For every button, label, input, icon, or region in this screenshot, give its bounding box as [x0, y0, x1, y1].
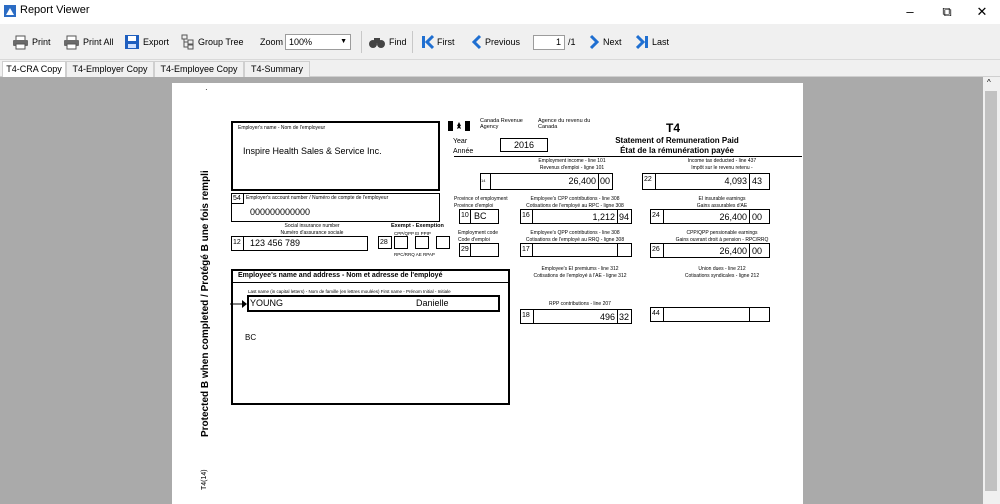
toolbar-separator	[361, 31, 362, 53]
print-label: Print	[32, 37, 51, 47]
box22-value: 4,093	[724, 176, 747, 186]
year-label-fr: Année	[453, 148, 474, 155]
cents-divider	[598, 173, 599, 190]
box20-label-en: RPP contributions - line 207	[549, 301, 611, 307]
minimize-button[interactable]: –	[906, 4, 914, 19]
binoculars-icon	[368, 35, 386, 49]
page-number-input[interactable]: 1	[533, 35, 565, 50]
form-title-fr: État de la rémunération payée	[620, 146, 734, 155]
box26-value: 26,400	[719, 246, 747, 256]
name-columns-label: Last name (in capital letters) - Nom de famille (en lettres moulées) First name - Prénom Initial - Initiale	[248, 289, 451, 294]
box22-cents: 43	[752, 176, 763, 186]
printer-icon	[63, 35, 80, 50]
employee-last-name: YOUNG	[250, 298, 284, 308]
close-button[interactable]: ✕	[976, 4, 988, 19]
canada-flag-icon	[448, 121, 470, 131]
print-button[interactable]	[12, 33, 51, 51]
box26-number-text: 26	[652, 246, 660, 253]
box44	[650, 307, 770, 322]
sin-label-en: Social insurance number	[284, 223, 340, 229]
previous-page-button[interactable]	[471, 33, 520, 51]
box24-number-text: 24	[652, 212, 660, 219]
box14-label-fr: Revenus d'emploi - ligne 101	[539, 165, 605, 171]
tab-t4-cra-copy[interactable]: T4-CRA Copy	[2, 61, 66, 78]
box14-label-en: Employment income - line 101	[538, 158, 606, 164]
export-label: Export	[143, 37, 170, 47]
header-rule	[454, 156, 802, 157]
box26-label-en: CPP/QPP pensionable earnings	[686, 230, 758, 236]
box17-number-text: 17	[522, 246, 530, 253]
scrollbar-thumb[interactable]	[985, 91, 997, 491]
find-label: Find	[389, 37, 407, 47]
toolbar-separator	[412, 31, 413, 53]
exempt-ppip-checkbox[interactable]	[436, 236, 450, 249]
box22-label-fr: Impôt sur le revenu retenu -	[691, 165, 753, 171]
province-label-en: Province of employment	[454, 196, 508, 202]
cents-divider	[617, 209, 618, 224]
restore-button[interactable]: ⧉	[942, 4, 952, 19]
box18-number-text: 18	[522, 312, 530, 319]
previous-label: Previous	[485, 37, 521, 47]
year-value: 2016	[513, 140, 535, 150]
cents-divider	[617, 243, 618, 257]
dropdown-arrow-icon: ▼	[340, 38, 347, 45]
app-icon	[4, 5, 16, 17]
box14-cents: 00	[600, 176, 611, 186]
cents-divider	[749, 173, 750, 190]
box16-label-en: Employee's CPP contributions - line 308	[530, 196, 620, 202]
box54-number-text: 54	[233, 195, 241, 202]
tab-t4-summary[interactable]: T4-Summary	[244, 61, 310, 77]
vertical-scrollbar[interactable]	[983, 77, 1000, 504]
window-title: Report Viewer	[20, 4, 90, 16]
box16-number-text: 16	[522, 212, 530, 219]
box18-label-fr: Cotisations de l'employé à l'AE - ligne 312	[533, 273, 627, 279]
title-bar	[0, 0, 1000, 24]
employer-name-value: Inspire Health Sales & Service Inc.	[243, 146, 382, 156]
box24-value: 26,400	[719, 212, 747, 222]
last-page-button[interactable]	[636, 33, 669, 51]
box14-number-text: 14	[481, 178, 486, 183]
box24-label-fr: Gains assurables d'AE	[696, 203, 748, 209]
tab-t4-employee-copy[interactable]: T4-Employee Copy	[154, 61, 244, 77]
box18-cents: 32	[619, 312, 630, 322]
box24-cents: 00	[752, 212, 763, 222]
first-page-icon	[421, 34, 434, 50]
protected-b-side-text: Protected B when completed / Protégé B une fois rempli	[200, 170, 211, 437]
employee-province: BC	[245, 333, 257, 342]
box17-label-en: Employee's QPP contributions - line 308	[530, 230, 620, 236]
tree-icon	[181, 34, 195, 50]
box14-value: 26,400	[568, 176, 596, 186]
report-tabs	[0, 60, 1000, 77]
box10-number-text: 10	[461, 212, 469, 219]
employer-name-label: Employer's name - Nom de l'employeur	[238, 125, 326, 131]
employee-first-name: Danielle	[416, 298, 449, 308]
employment-code-label-en: Employment code	[458, 230, 499, 236]
form-code-t4: T4	[666, 121, 681, 135]
save-disk-icon	[124, 34, 140, 50]
box26-cents: 00	[752, 246, 763, 256]
print-all-label: Print All	[83, 37, 114, 47]
export-button[interactable]	[124, 33, 169, 51]
first-label: First	[437, 37, 455, 47]
box22-number-text: 22	[644, 176, 652, 183]
printer-icon	[12, 35, 29, 50]
box22-label-en: Income tax deducted - line 437	[687, 158, 757, 164]
province-value: BC	[474, 211, 487, 221]
print-all-button[interactable]	[63, 33, 114, 51]
group-tree-button[interactable]	[181, 33, 244, 51]
employee-name-box	[247, 295, 500, 312]
box16-cents: 94	[619, 212, 630, 222]
report-page	[172, 83, 803, 504]
exempt-label: Exempt - Exemption	[391, 223, 444, 229]
t4-form-number: T4(14)	[201, 469, 208, 490]
box12-number-text: 12	[233, 239, 241, 246]
box17-label-fr: Cotisations de l'employé au RRQ - ligne 308	[525, 237, 625, 243]
chevron-left-icon	[471, 34, 482, 50]
box29-number-text: 29	[461, 246, 469, 253]
form-title-en: Statement of Remuneration Paid	[615, 136, 739, 145]
toolbar	[0, 24, 1000, 60]
box44-label-en: Union dues - line 212	[698, 266, 746, 272]
sin-label-fr: Numéro d'assurance sociale	[280, 230, 344, 236]
box44-label-fr: Cotisations syndicales - ligne 212	[684, 273, 760, 279]
exempt-columns: CPP/QPP EI PPIP	[394, 231, 431, 236]
box54-label: Employer's account number / Numéro de compte de l'employeur	[246, 195, 389, 201]
cents-divider	[749, 243, 750, 258]
cents-divider	[617, 309, 618, 324]
employment-code-label-fr: Code d'emploi	[458, 237, 490, 243]
first-page-button[interactable]	[421, 33, 455, 51]
cra-french-name: Agence du revenu du Canada	[538, 118, 591, 130]
address-rule	[231, 282, 510, 283]
chevron-right-icon	[589, 34, 600, 50]
province-label-fr: Province d'emploi	[454, 203, 494, 209]
zoom-label: Zoom	[260, 37, 284, 47]
box44-number-text: 44	[652, 310, 660, 317]
box26-label-fr: Gains ouvrant droit à pension - RPC/RRQ	[675, 237, 769, 243]
box18-label-en: Employee's EI premiums - line 312	[541, 266, 619, 272]
sin-value: 123 456 789	[250, 238, 301, 248]
tab-t4-employer-copy[interactable]: T4-Employer Copy	[66, 61, 154, 77]
scroll-up-icon[interactable]: ^	[987, 78, 991, 87]
year-label-en: Year	[453, 138, 468, 145]
box54-value: 000000000000	[250, 207, 311, 217]
zoom-select[interactable]	[285, 34, 351, 50]
arrow-right-icon	[230, 300, 248, 308]
next-label: Next	[603, 37, 622, 47]
box17	[520, 243, 632, 257]
cents-divider	[749, 307, 750, 322]
zoom-value: 100%	[289, 37, 313, 47]
exempt-columns-fr: RPC/RRQ AE RPAP	[394, 252, 435, 257]
page-dot: ·	[205, 85, 208, 94]
last-page-icon	[636, 34, 649, 50]
last-label: Last	[652, 37, 670, 47]
box16-label-fr: Cotisations de l'employé au RPC - ligne 308	[526, 203, 624, 209]
exempt-ei-checkbox[interactable]	[415, 236, 429, 249]
cents-divider	[749, 209, 750, 224]
box16-value: 1,212	[592, 212, 615, 222]
group-tree-label: Group Tree	[198, 37, 244, 47]
next-page-button[interactable]	[589, 33, 622, 51]
find-button[interactable]	[368, 33, 407, 51]
box24-label-en: EI insurable earnings	[698, 196, 746, 202]
exempt-cpp-checkbox[interactable]	[394, 236, 408, 249]
box28-number-text: 28	[380, 239, 388, 246]
cra-english-name: Canada Revenue Agency	[480, 118, 523, 130]
box18-value: 496	[599, 312, 615, 322]
page-total: /1	[568, 37, 576, 47]
employee-address-label: Employee's name and address - Nom et adresse de l'employé	[238, 272, 443, 279]
